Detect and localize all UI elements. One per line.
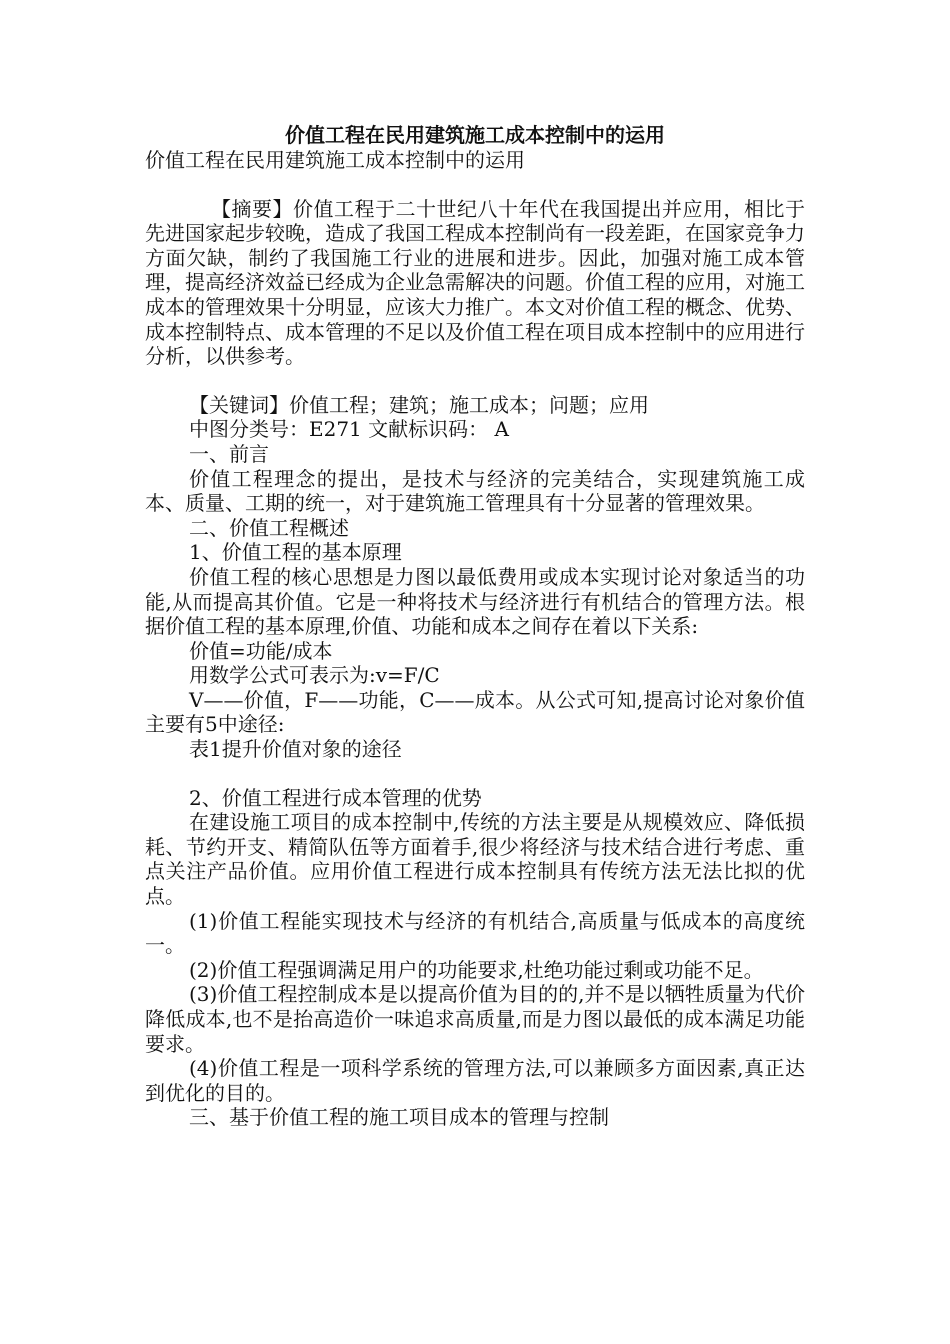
body-paragraph: 价值工程的核心思想是力图以最低费用或成本实现讨论对象适当的功能,从而提高其价值。它是一种将技术与经济进行有机结合的管理方法。根据价值工程的基本原理,价值、功能和成本之间存在着以下关系: xyxy=(145,564,805,639)
body-paragraph: 价值工程理念的提出，是技术与经济的完美结合，实现建筑施工成本、质量、工期的统一，对于建筑施工管理具有十分显著的管理效果。 xyxy=(145,466,805,516)
section-heading: 二、价值工程概述 xyxy=(189,515,349,540)
formula-line: 价值=功能/成本 xyxy=(189,638,333,663)
classification-line: 中图分类号：E271 文献标识码： A xyxy=(189,417,509,442)
keywords-line: 【关键词】价值工程；建筑；施工成本；问题；应用 xyxy=(189,392,649,417)
list-item: (4)价值工程是一项科学系统的管理方法,可以兼顾多方面因素,真正达到优化的目的。 xyxy=(145,1056,805,1105)
list-item: (2)价值工程强调满足用户的功能要求,杜绝功能过剩或功能不足。 xyxy=(189,957,764,982)
body-paragraph: 在建设施工项目的成本控制中,传统的方法主要是从规模效应、降低损耗、节约开支、精简队伍等方面着手,很少将经济与技术结合进行考虑、重点关注产品价值。应用价值工程进行成本控制具有传统方法无法比拟的优点。 xyxy=(145,810,805,909)
formula-line: 用数学公式可表示为:v=F/C xyxy=(189,663,440,688)
list-item: (1)价值工程能实现技术与经济的有机结合,高质量与低成本的高度统一。 xyxy=(145,908,805,958)
subsection-heading: 1、价值工程的基本原理 xyxy=(189,540,402,565)
document-body xyxy=(145,122,805,1130)
section-heading: 一、前言 xyxy=(189,441,269,466)
abstract-paragraph: 【摘要】价值工程于二十世纪八十年代在我国提出并应用，相比于先进国家起步较晚，造成了我国工程成本控制尚有一段差距，在国家竞争力方面欠缺，制约了我国施工行业的进展和进步。因此，加强对施工成本管理，提高经济效益已经成为企业急需解决的问题。价值工程的应用，对施工成本的管理效果十分明显，应该大力推广。本文对价值工程的概念、优势、成本控制特点、成本管理的不足以及价值工程在项目成本控制中的应用进行分析，以供参考。 xyxy=(145,196,805,369)
body-paragraph: V——价值，F——功能，C——成本。从公式可知,提高讨论对象价值主要有5中途径: xyxy=(145,687,805,737)
spacer xyxy=(145,762,805,786)
spacer xyxy=(145,369,805,393)
table-caption: 表1提升价值对象的途径 xyxy=(189,737,402,762)
document-title: 价值工程在民用建筑施工成本控制中的运用 xyxy=(285,123,665,147)
section-heading: 三、基于价值工程的施工项目成本的管理与控制 xyxy=(189,1105,609,1130)
spacer xyxy=(145,173,805,197)
list-item: (3)价值工程控制成本是以提高价值为目的的,并不是以牺牲质量为代价降低成本,也不是抬高造价一味追求高质量,而是力图以最低的成本满足功能要求。 xyxy=(145,982,805,1056)
document-subtitle: 价值工程在民用建筑施工成本控制中的运用 xyxy=(145,148,525,172)
subsection-heading: 2、价值工程进行成本管理的优势 xyxy=(189,785,482,810)
